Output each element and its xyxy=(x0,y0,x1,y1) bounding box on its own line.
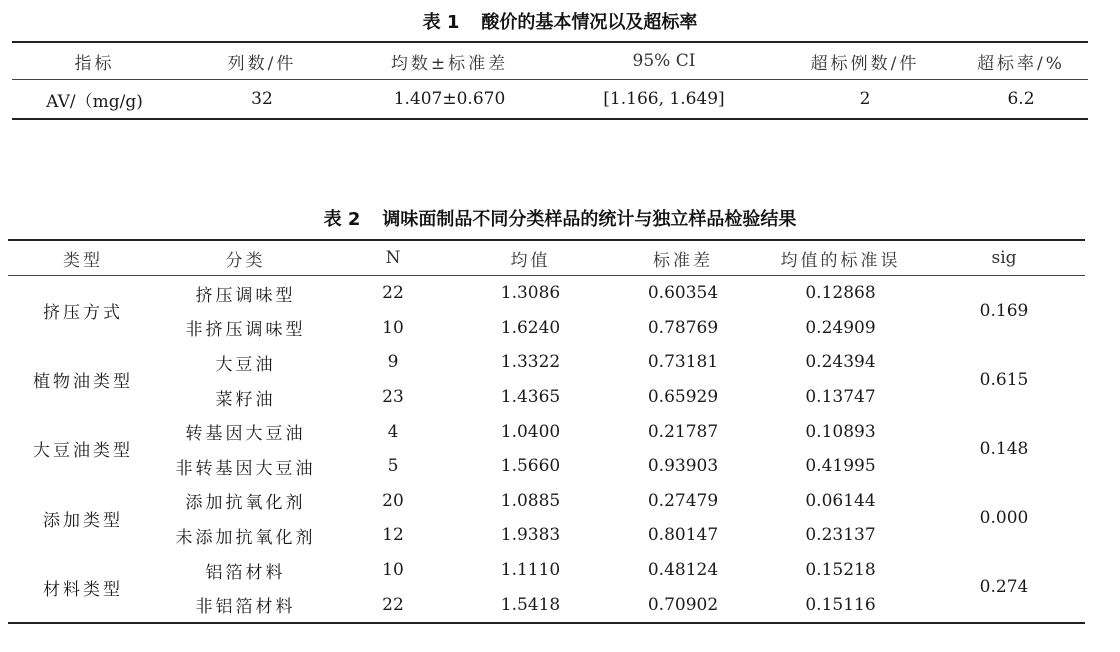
group-type-cell: 添加类型 xyxy=(43,510,123,531)
table1-header-indicator: 指标 xyxy=(12,42,177,80)
sig-cell: 0.148 xyxy=(979,438,1029,459)
sd-cell: 0.65929 xyxy=(647,387,719,408)
mean-cell: 1.5660 xyxy=(500,456,561,477)
table2-body xyxy=(8,276,1085,623)
se-cell: 0.23137 xyxy=(805,525,876,546)
table1-cell-count: 32 xyxy=(251,89,273,109)
table-row xyxy=(8,414,1085,449)
table-row xyxy=(8,276,1085,311)
mean-cell: 1.6240 xyxy=(500,317,561,338)
table2-header-row xyxy=(8,240,1085,276)
mean-cell: 1.9383 xyxy=(500,525,561,546)
se-cell: 0.41995 xyxy=(805,456,876,477)
table2-title: 调味面制品不同分类样品的统计与独立样品检验结果 xyxy=(382,209,797,230)
table2-header-se: 均值的标准误 xyxy=(758,240,923,276)
se-cell: 0.24909 xyxy=(805,317,876,338)
table1-title: 酸价的基本情况以及超标率 xyxy=(481,12,698,33)
table-row xyxy=(8,553,1085,588)
se-cell: 0.15218 xyxy=(805,560,876,581)
table1-cell-indicator: AV/（mg/g) xyxy=(46,91,143,112)
sig-cell: 0.274 xyxy=(979,577,1029,598)
se-cell: 0.24394 xyxy=(805,352,876,373)
table1-header-count: 列数/件 xyxy=(177,42,347,80)
mean-cell: 1.4365 xyxy=(500,387,561,408)
table1-cell-mean-sd: 1.407±0.670 xyxy=(393,89,506,109)
table1-number: 表 1 xyxy=(422,12,460,33)
table1-header-ci: 95% CI xyxy=(552,42,776,80)
table2-caption xyxy=(0,205,1120,231)
n-cell: 4 xyxy=(387,421,399,442)
category-cell: 大豆油 xyxy=(215,354,276,375)
n-cell: 12 xyxy=(382,525,404,546)
category-cell: 菜籽油 xyxy=(215,389,276,410)
sd-cell: 0.48124 xyxy=(647,560,719,581)
category-cell: 挤压调味型 xyxy=(195,285,296,306)
table-row xyxy=(8,484,1085,519)
se-cell: 0.10893 xyxy=(805,421,876,442)
se-cell: 0.15116 xyxy=(805,594,876,615)
sd-cell: 0.73181 xyxy=(647,352,719,373)
mean-cell: 1.1110 xyxy=(500,560,561,581)
mean-cell: 1.0885 xyxy=(500,490,561,511)
table2-header-category: 分类 xyxy=(158,240,333,276)
sd-cell: 0.60354 xyxy=(647,283,719,304)
table2-header-sd: 标准差 xyxy=(608,240,758,276)
category-cell: 非挤压调味型 xyxy=(185,320,306,341)
table-row xyxy=(8,345,1085,380)
sd-cell: 0.80147 xyxy=(647,525,719,546)
n-cell: 5 xyxy=(387,456,399,477)
group-type-cell: 大豆油类型 xyxy=(33,441,133,462)
sd-cell: 0.93903 xyxy=(647,456,719,477)
table1-header-exceed-rate: 超标率/% xyxy=(954,42,1088,80)
table1-cell-exceed-count: 2 xyxy=(859,89,871,109)
table2-header-type: 类型 xyxy=(8,240,158,276)
mean-cell: 1.3322 xyxy=(500,352,561,373)
sd-cell: 0.21787 xyxy=(647,421,719,442)
category-cell: 转基因大豆油 xyxy=(185,424,306,445)
n-cell: 22 xyxy=(382,594,404,615)
table2 xyxy=(8,239,1085,624)
sig-cell: 0.000 xyxy=(979,508,1029,529)
table1-cell-exceed-rate: 6.2 xyxy=(1007,89,1035,109)
n-cell: 9 xyxy=(387,352,399,373)
n-cell: 22 xyxy=(382,283,404,304)
group-type-cell: 挤压方式 xyxy=(43,303,123,324)
group-type-cell: 材料类型 xyxy=(43,579,123,600)
table1-caption xyxy=(0,8,1120,34)
sd-cell: 0.78769 xyxy=(647,317,719,338)
mean-cell: 1.0400 xyxy=(500,421,561,442)
category-cell: 非转基因大豆油 xyxy=(175,458,316,479)
table1-header-exceed-count: 超标例数/件 xyxy=(776,42,954,80)
table1-header-row xyxy=(12,42,1088,80)
n-cell: 20 xyxy=(382,490,404,511)
category-cell: 铝箔材料 xyxy=(205,562,286,583)
table1-row xyxy=(12,80,1088,120)
table1-cell-ci: [1.166, 1.649] xyxy=(603,89,725,109)
n-cell: 10 xyxy=(382,560,404,581)
se-cell: 0.12868 xyxy=(805,283,876,304)
category-cell: 添加抗氧化剂 xyxy=(185,493,306,514)
n-cell: 10 xyxy=(382,317,404,338)
mean-cell: 1.3086 xyxy=(500,283,561,304)
table2-header-n: N xyxy=(333,240,453,276)
se-cell: 0.06144 xyxy=(805,490,876,511)
se-cell: 0.13747 xyxy=(805,387,876,408)
group-type-cell: 植物油类型 xyxy=(33,372,133,393)
n-cell: 23 xyxy=(382,387,404,408)
mean-cell: 1.5418 xyxy=(500,594,561,615)
sig-cell: 0.615 xyxy=(979,369,1029,390)
sd-cell: 0.70902 xyxy=(647,594,719,615)
table2-header-sig: sig xyxy=(923,240,1085,276)
table2-header-mean: 均值 xyxy=(453,240,608,276)
category-cell: 未添加抗氧化剂 xyxy=(175,527,316,548)
sig-cell: 0.169 xyxy=(979,300,1029,321)
table1-header-mean-sd: 均数±标准差 xyxy=(347,42,552,80)
category-cell: 非铝箔材料 xyxy=(195,597,296,618)
table1 xyxy=(12,41,1088,120)
sd-cell: 0.27479 xyxy=(647,490,719,511)
table2-number: 表 2 xyxy=(323,209,361,230)
